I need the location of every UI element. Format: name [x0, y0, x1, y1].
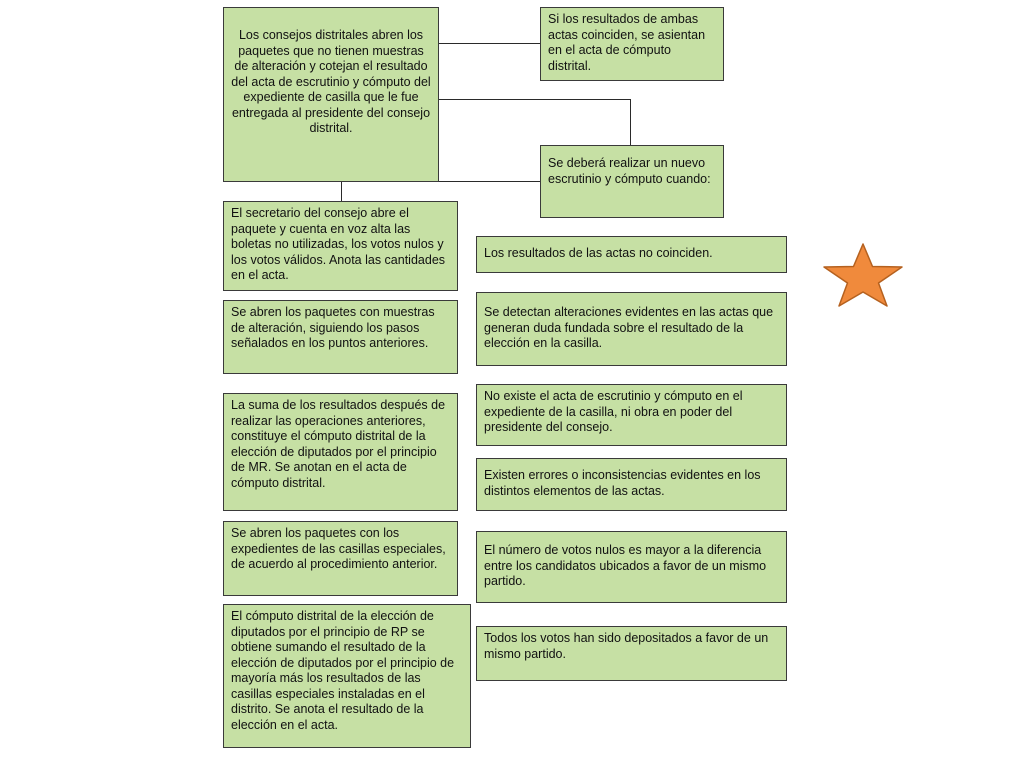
- box-resultados-coinciden: Si los resultados de ambas actas coinciden, se asientan en el acta de cómputo distrital.: [540, 7, 724, 81]
- box-paquetes-alteracion: Se abren los paquetes con muestras de alteración, siguiendo los pasos señalados en los puntos anteriores.: [223, 300, 458, 374]
- condition-box: Todos los votos han sido depositados a favor de un mismo partido.: [476, 626, 787, 681]
- condition-box: Los resultados de las actas no coinciden.: [476, 236, 787, 273]
- box-consejos-distritales: Los consejos distritales abren los paquetes que no tienen muestras de alteración y cotejan el resultado del acta de escrutinio y cómputo del expediente de casilla que le fue entregada al presidente del consejo distrital.: [223, 7, 439, 182]
- box-nuevo-escrutinio: Se deberá realizar un nuevo escrutinio y cómputo cuando:: [540, 145, 724, 218]
- box-casillas-especiales: Se abren los paquetes con los expedientes de las casillas especiales, de acuerdo al procedimiento anterior.: [223, 521, 458, 596]
- condition-box: No existe el acta de escrutinio y cómputo en el expediente de la casilla, ni obra en poder del presidente del consejo.: [476, 384, 787, 446]
- condition-box: Existen errores o inconsistencias evidentes en los distintos elementos de las actas.: [476, 458, 787, 511]
- condition-box: Se detectan alteraciones evidentes en las actas que generan duda fundada sobre el resultado de la elección en la casilla.: [476, 292, 787, 366]
- connector-down-secretario: [341, 182, 342, 201]
- box-computo-rp: El cómputo distrital de la elección de diputados por el principio de RP se obtiene sumando el resultado de la elección de diputados por el principio de mayoría más los resultados de las casillas especiales instaladas en el distrito. Se anota el resultado de la elección en el acta.: [223, 604, 471, 748]
- box-secretario: El secretario del consejo abre el paquete y cuenta en voz alta las boletas no utilizadas, los votos nulos y los votos válidos. Anota las cantidades en el acta.: [223, 201, 458, 291]
- condition-box: El número de votos nulos es mayor a la diferencia entre los candidatos ubicados a favor de un mismo partido.: [476, 531, 787, 603]
- box-suma-resultados: La suma de los resultados después de realizar las operaciones anteriores, constituye el cómputo distrital de la elección de diputados por el principio de MR. Se anotan en el acta de cómputo distrital.: [223, 393, 458, 511]
- connector-top-branch: [439, 99, 631, 100]
- connector-bottom-branch: [439, 181, 540, 182]
- connector-to-coinciden: [439, 43, 540, 44]
- connector-drop-nuevo: [630, 99, 631, 145]
- star-icon: [821, 241, 905, 309]
